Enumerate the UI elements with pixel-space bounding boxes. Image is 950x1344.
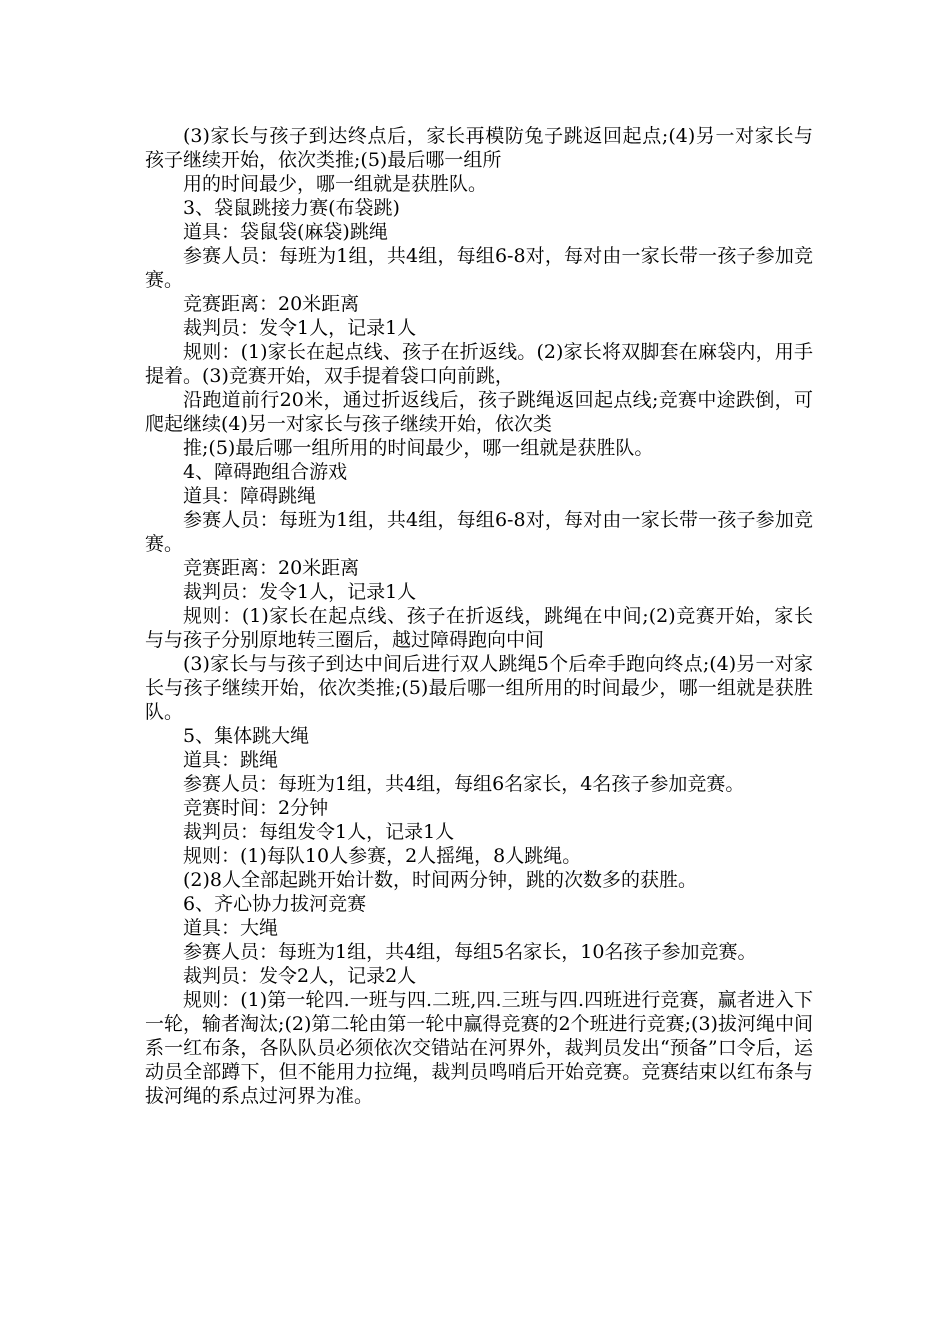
props-line: 道具：大绳 — [183, 917, 279, 939]
distance-line: 竞赛距离：20米距离 — [183, 557, 360, 579]
props-line: 道具：跳绳 — [183, 749, 279, 771]
section-heading-6: 6、齐心协力拔河竞赛 — [183, 893, 367, 915]
section-heading-5: 5、集体跳大绳 — [183, 725, 310, 747]
referee-line: 裁判员：每组发令1人，记录1人 — [183, 821, 455, 843]
document-body — [145, 124, 813, 1108]
paragraph-rule-continuation: (3)家长与孩子到达终点后，家长再模防兔子跳返回起点;(4)另一对家长与孩子继续开始，依次类推;(5)最后哪一组所 — [145, 125, 813, 171]
rules-continuation: 推;(5)最后哪一组所用的时间最少，哪一组就是获胜队。 — [183, 437, 654, 459]
rules-continuation: 沿跑道前行20米，通过折返线后，孩子跳绳返回起点线;竞赛中途跌倒，可爬起继续(4)另一对家长与孩子继续开始，依次类 — [145, 389, 813, 435]
rules-line: 规则：(1)第一轮四.一班与四.二班,四.三班与四.四班进行竞赛，赢者进入下一轮，输者淘汰;(2)第二轮由第一轮中赢得竞赛的2个班进行竞赛;(3)拔河绳中间系一红布条，各队队员必须依次交错站在河界外，裁判员发出“预备”口令后，运动员全部蹲下，但不能用力拉绳，裁判员鸣哨后开始竞赛。竞赛结束以红布条与拔河绳的系点过河界为准。 — [145, 989, 813, 1107]
rules-line: 规则：(1)每队10人参赛，2人摇绳，8人跳绳。 — [183, 845, 582, 867]
section-heading-4: 4、障碍跑组合游戏 — [183, 461, 348, 483]
paragraph-winner-note: 用的时间最少，哪一组就是获胜队。 — [183, 173, 488, 195]
time-line: 竞赛时间：2分钟 — [183, 797, 329, 819]
referee-line: 裁判员：发令1人，记录1人 — [183, 317, 417, 339]
props-line: 道具：障碍跳绳 — [183, 485, 317, 507]
participants-line: 参赛人员：每班为1组，共4组，每组6-8对，每对由一家长带一孩子参加竞赛。 — [145, 245, 813, 291]
rules-line: 规则：(1)家长在起点线、孩子在折返线。(2)家长将双脚套在麻袋内，用手提着。(3)竞赛开始，双手提着袋口向前跳， — [145, 341, 813, 387]
section-heading-3: 3、袋鼠跳接力赛(布袋跳) — [183, 197, 400, 219]
rules-continuation: (2)8人全部起跳开始计数，时间两分钟，跳的次数多的获胜。 — [183, 869, 698, 891]
participants-line: 参赛人员：每班为1组，共4组，每组6-8对，每对由一家长带一孩子参加竞赛。 — [145, 509, 813, 555]
distance-line: 竞赛距离：20米距离 — [183, 293, 360, 315]
participants-line: 参赛人员：每班为1组，共4组，每组6名家长，4名孩子参加竞赛。 — [183, 773, 745, 795]
rules-continuation: (3)家长与与孩子到达中间后进行双人跳绳5个后牵手跑向终点;(4)另一对家长与孩子继续开始，依次类推;(5)最后哪一组所用的时间最少，哪一组就是获胜队。 — [145, 653, 813, 723]
participants-line: 参赛人员：每班为1组，共4组，每组5名家长，10名孩子参加竞赛。 — [183, 941, 757, 963]
referee-line: 裁判员：发令2人，记录2人 — [183, 965, 417, 987]
rules-line: 规则：(1)家长在起点线、孩子在折返线，跳绳在中间;(2)竞赛开始，家长与与孩子分别原地转三圈后，越过障碍跑向中间 — [145, 605, 813, 651]
props-line: 道具：袋鼠袋(麻袋)跳绳 — [183, 221, 388, 243]
referee-line: 裁判员：发令1人，记录1人 — [183, 581, 417, 603]
